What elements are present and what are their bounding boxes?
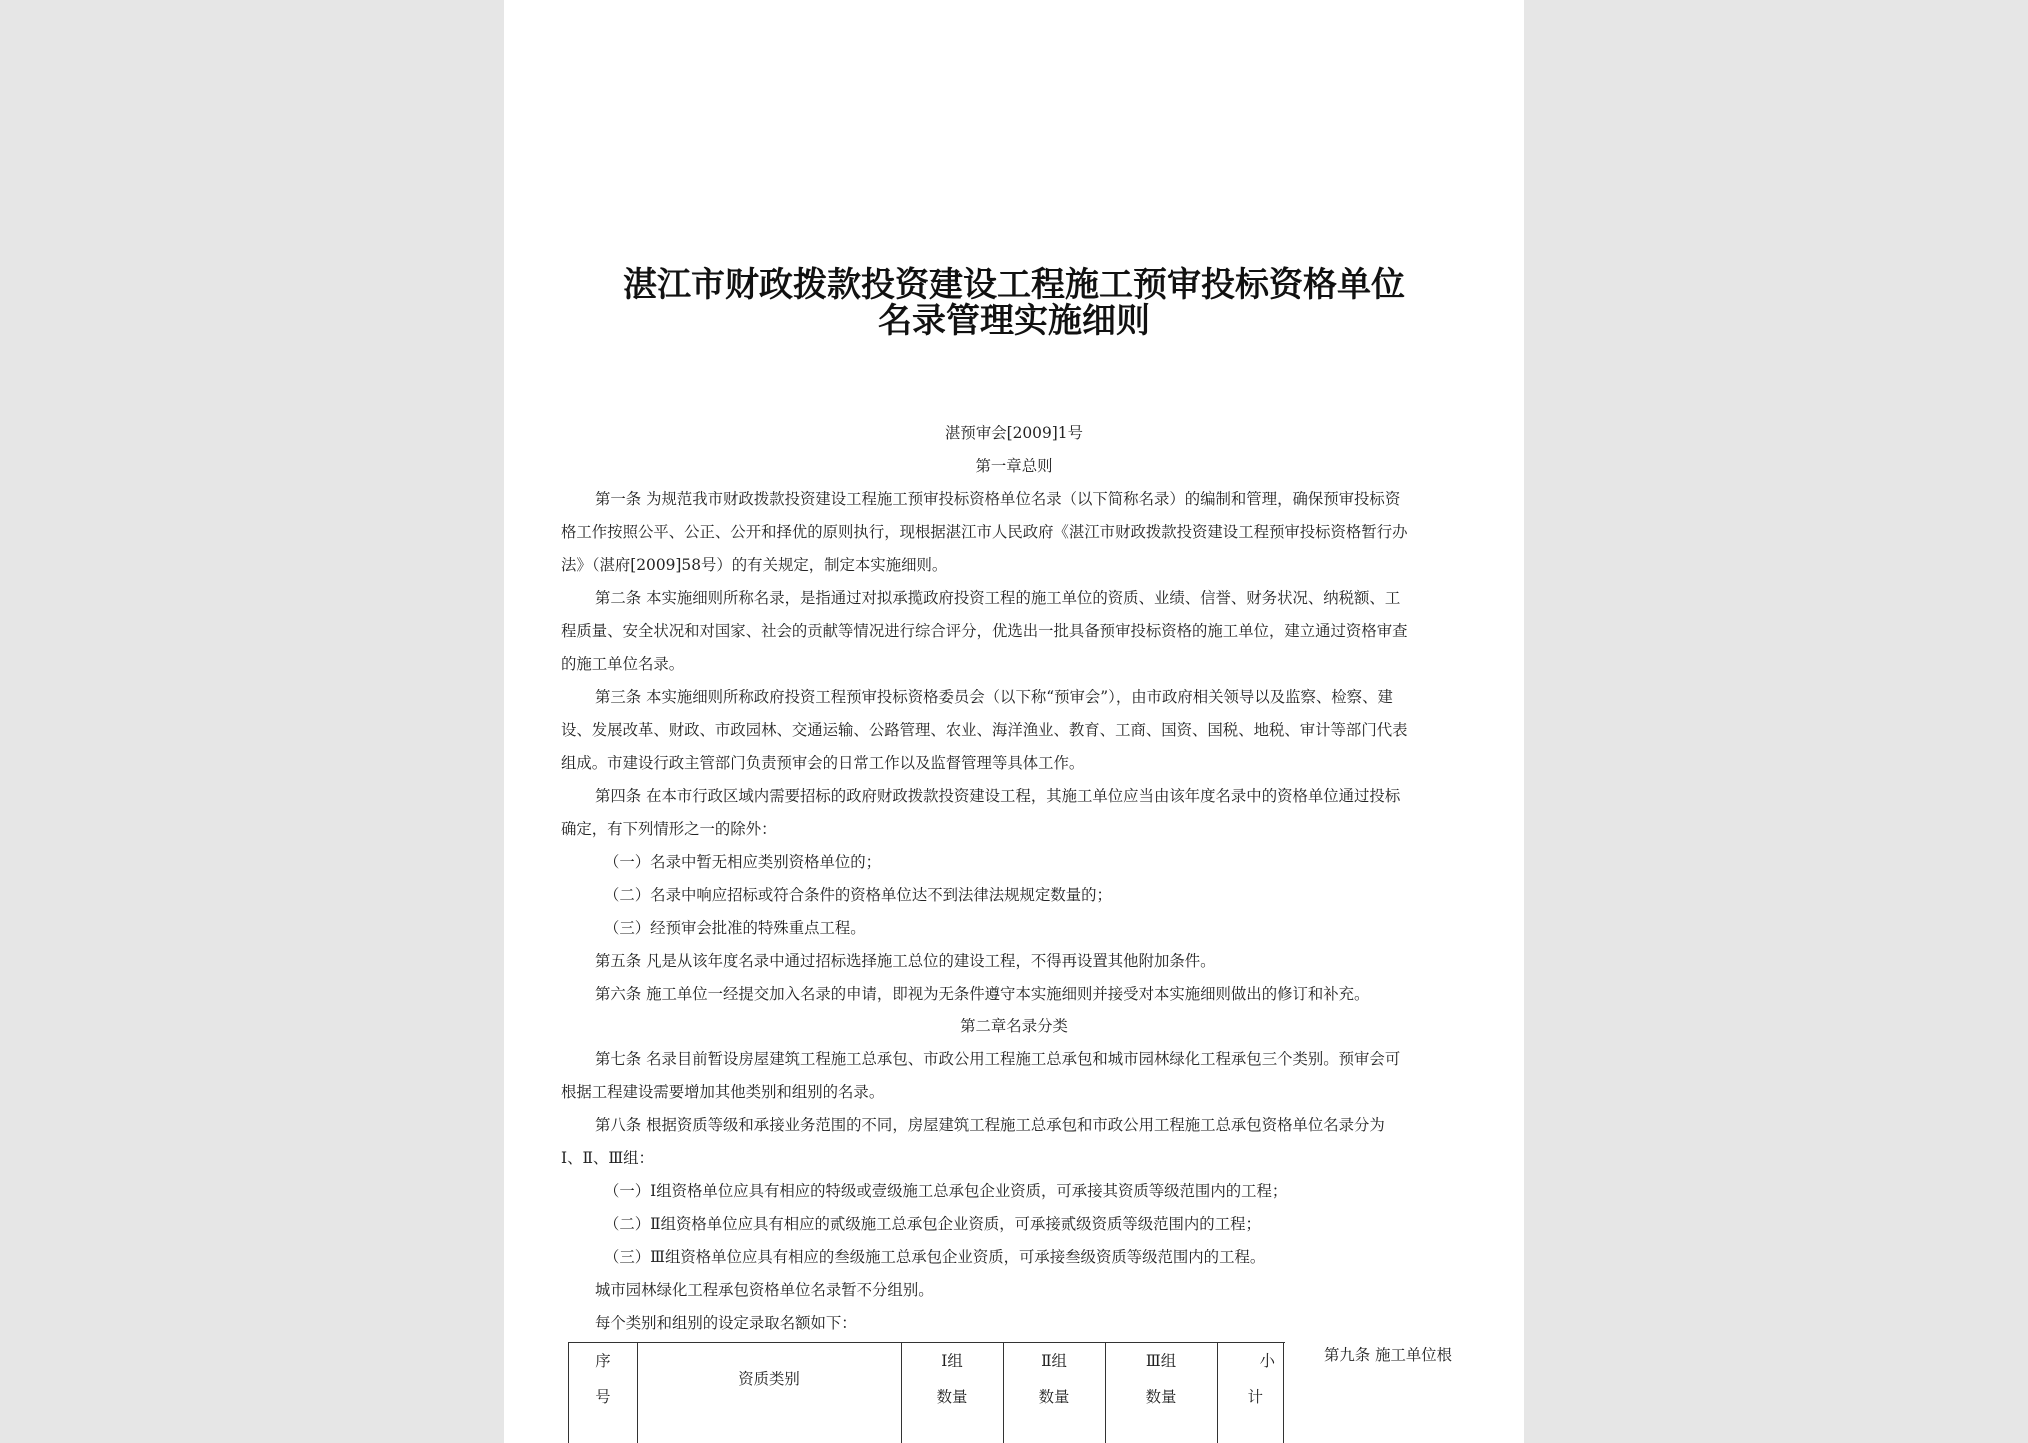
table-header-text: Ⅲ组	[1145, 1352, 1177, 1370]
paragraph-line: 城市园林绿化工程承包资格单位名录暂不分组别。	[595, 1281, 934, 1299]
list-item: （二）Ⅱ组资格单位应具有相应的贰级施工总承包企业资质，可承接贰级资质等级范围内的工程；	[604, 1215, 1261, 1233]
paragraph-line: 第一条 为规范我市财政拨款投资建设工程施工预审投标资格单位名录（以下简称名录）的编制和管理，确保预审投标资	[595, 490, 1401, 508]
table-header-group1	[901, 1343, 1004, 1443]
paragraph-line: 第二条 本实施细则所称名录，是指通过对拟承揽政府投资工程的施工单位的资质、业绩、信誉、财务状况、纳税额、工	[595, 589, 1401, 607]
paragraph-line: 第五条 凡是从该年度名录中通过招标选择施工总位的建设工程，不得再设置其他附加条件。	[595, 952, 1216, 970]
list-item: （二）名录中响应招标或符合条件的资格单位达不到法律法规规定数量的；	[604, 886, 1112, 904]
table-header-text: Ⅰ组	[941, 1352, 963, 1370]
chapter-heading-1: 第一章总则	[975, 457, 1053, 475]
document-number: 湛预审会[2009]1号	[945, 424, 1083, 442]
side-note: 第九条 施工单位根	[1324, 1346, 1453, 1364]
document-page	[504, 0, 1524, 1443]
paragraph-line: 每个类别和组别的设定录取名额如下：	[595, 1314, 857, 1332]
paragraph-line: 第四条 在本市行政区域内需要招标的政府财政拨款投资建设工程，其施工单位应当由该年度名录中的资格单位通过投标	[595, 787, 1401, 805]
table-header-text: 小	[1259, 1352, 1275, 1370]
document-title-line1: 湛江市财政拨款投资建设工程施工预审投标资格单位	[623, 265, 1405, 305]
paragraph-line: 第六条 施工单位一经提交加入名录的申请，即视为无条件遵守本实施细则并接受对本实施细则做出的修订和补充。	[595, 985, 1370, 1003]
paragraph-line: 格工作按照公平、公正、公开和择优的原则执行，现根据湛江市人民政府《湛江市财政拨款投资建设工程预审投标资格暂行办	[561, 523, 1408, 541]
table-header-seq	[569, 1343, 638, 1443]
paragraph-line: 组成。市建设行政主管部门负责预审会的日常工作以及监督管理等具体工作。	[561, 754, 1085, 772]
paragraph-line: 的施工单位名录。	[561, 655, 685, 673]
list-item: （一）名录中暂无相应类别资格单位的；	[604, 853, 882, 871]
table-header-text: 号	[595, 1388, 611, 1406]
paragraph-line: 第三条 本实施细则所称政府投资工程预审投标资格委员会（以下称“预审会”），由市政府相关领导以及监察、检察、建	[595, 688, 1393, 706]
paragraph-line: 根据工程建设需要增加其他类别和组别的名录。	[561, 1083, 885, 1101]
paragraph-line: 第八条 根据资质等级和承接业务范围的不同，房屋建筑工程施工总承包和市政公用工程施工总承包资格单位名录分为	[595, 1116, 1385, 1134]
table-header-text: Ⅱ组	[1041, 1352, 1067, 1370]
paragraph-line: 设、发展改革、财政、市政园林、交通运输、公路管理、农业、海洋渔业、教育、工商、国资、国税、地税、审计等部门代表	[561, 721, 1408, 739]
document-title-line2: 名录管理实施细则	[878, 301, 1150, 341]
table-header-subtotal	[1217, 1343, 1284, 1443]
paragraph-line: 确定，有下列情形之一的除外：	[561, 820, 777, 838]
table-header-text: 数量	[936, 1388, 968, 1406]
table-header-category	[637, 1343, 902, 1443]
table-header-text: 资质类别	[738, 1370, 800, 1388]
list-item: （三）经预审会批准的特殊重点工程。	[604, 919, 866, 937]
paragraph-line: Ⅰ、Ⅱ、Ⅲ组：	[561, 1149, 654, 1167]
table-header-text: 数量	[1038, 1388, 1070, 1406]
chapter-heading-2: 第二章名录分类	[960, 1017, 1068, 1035]
table-header-text: 序	[595, 1352, 611, 1370]
table-header-text: 计	[1247, 1388, 1263, 1406]
list-item: （一）Ⅰ组资格单位应具有相应的特级或壹级施工总承包企业资质，可承接其资质等级范围内的工程；	[604, 1182, 1288, 1200]
quota-table	[568, 1342, 1285, 1443]
list-item: （三）Ⅲ组资格单位应具有相应的叁级施工总承包企业资质，可承接叁级资质等级范围内的工程。	[604, 1248, 1266, 1266]
paragraph-line: 第七条 名录目前暂设房屋建筑工程施工总承包、市政公用工程施工总承包和城市园林绿化工程承包三个类别。预审会可	[595, 1050, 1401, 1068]
table-header-group2	[1003, 1343, 1106, 1443]
table-header-text: 数量	[1145, 1388, 1177, 1406]
paragraph-line: 法》（湛府[2009]58号）的有关规定，制定本实施细则。	[561, 556, 948, 574]
table-header-group3	[1105, 1343, 1218, 1443]
paragraph-line: 程质量、安全状况和对国家、社会的贡献等情况进行综合评分，优选出一批具备预审投标资格的施工单位，建立通过资格审查	[561, 622, 1408, 640]
